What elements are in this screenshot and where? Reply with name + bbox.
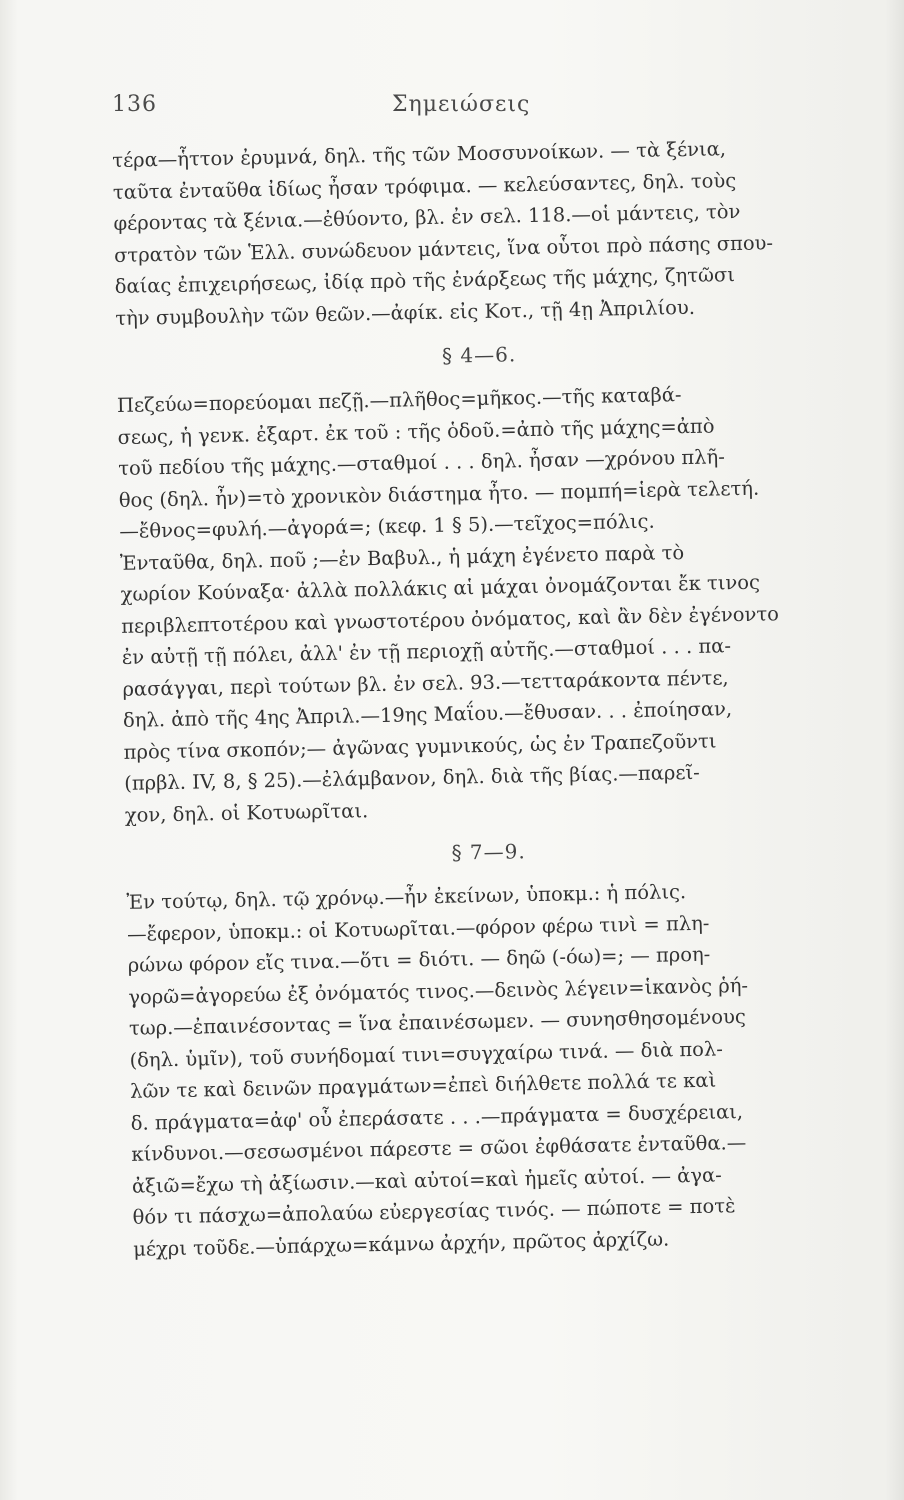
section-heading: § 4—6.: [441, 342, 517, 368]
text-line: θος (δηλ. ἦν)=τὸ χρονικὸν διάστημα ἦτο. — πομπή=ἱερὰ τελετή.: [118, 476, 760, 512]
paragraph-intro: [112, 131, 841, 334]
text-line: λῶν τε καὶ δεινῶν πραγμάτων=ἐπεὶ διήλθετε πολλά τε καὶ: [129, 1068, 717, 1103]
text-line: δ. πράγματα=ἀφ' οὗ ἐπεράσατε . . .—πράγματα = δυσχέρειαι,: [130, 1099, 744, 1135]
text-line: πρὸς τίνα σκοπόν;— ἀγῶνας γυμνικούς, ὡς ἐν Τραπεζοῦντι: [123, 729, 717, 764]
section-body: [126, 873, 859, 1265]
text-line: χον, δηλ. οἱ Κοτυωρῖται.: [124, 798, 369, 827]
text-line: ἐν αὐτῇ τῇ πόλει, ἀλλ' ἐν τῇ περιοχῇ αὐτῆς.—σταθμοί . . . πα-: [121, 634, 732, 669]
text-line: τοῦ πεδίου τῆς μάχης.—σταθμοί . . . δηλ. ἦσαν —χρόνου πλῆ-: [117, 445, 726, 480]
text-line: ταῦτα ἐνταῦθα ἰδίως ἦσαν τρόφιμα. — κελεύσαντες, δηλ. τοὺς: [112, 168, 737, 204]
text-line: (δηλ. ὑμῖν), τοῦ συνήδομαί τινι=συγχαίρω τινά. — διὰ πολ-: [129, 1036, 724, 1072]
text-line: γορῶ=ἀγορεύω ἐξ ὀνόματός τινος.—δεινὸς λέγειν=ἱκανὸς ῥή-: [128, 973, 749, 1009]
text-line: δαίας ἐπιχειρήσεως, ἰδίᾳ πρὸ τῆς ἐνάρξεως τῆς μάχης, ζητῶσι: [114, 263, 736, 298]
page-header: [112, 92, 844, 126]
text-line: ρασάγγαι, περὶ τούτων βλ. ἐν σελ. 93.—τετταράκοντα πέντε,: [122, 665, 729, 701]
text-line: φέροντας τὰ ξένια.—ἐθύοντο, βλ. ἐν σελ. 118.—οἱ μάντεις, τὸν: [113, 199, 741, 235]
page-edge-shadow: [886, 0, 904, 1500]
text-line: ρώνω φόρον εἴς τινα.—ὅτι = διότι. — δηῶ (-όω)=; — προη-: [127, 942, 711, 977]
text-line: —ἔφερον, ὑποκμ.: οἱ Κοτυωρῖται.—φόρον φέρω τινὶ = πλη-: [126, 911, 710, 946]
page-number: 136: [112, 92, 157, 117]
text-line: περιβλεπτοτέρου καὶ γνωστοτέρου ὀνόματος, καὶ ἂν δὲν ἐγένοντο: [121, 601, 780, 638]
text-line: μέχρι τοῦδε.—ὑπάρχω=κάμνω ἀρχήν, πρῶτος ἀρχίζω.: [132, 1227, 670, 1261]
running-title: Σημειώσεις: [392, 92, 531, 117]
text-line: κίνδυνοι.—σεσωσμένοι πάρεστε = σῶοι ἐφθάσατε ἐνταῦθα.—: [131, 1131, 747, 1166]
text-line: τὴν συμβουλὴν τῶν θεῶν.—ἀφίκ. εἰς Κοτ., τῇ 4ῃ Ἀπριλίου.: [115, 295, 696, 330]
text-line: χωρίον Κούναξα· ἀλλὰ πολλάκις αἱ μάχαι ὀνομάζονται ἔκ τινος: [120, 570, 761, 606]
text-line: (πρβλ. IV, 8, § 25).—ἐλάμβανον, δηλ. διὰ τῆς βίας.—παρεῖ-: [124, 760, 700, 795]
page-body: [112, 131, 859, 1265]
text-line: Πεζεύω=πορεύομαι πεζῇ.—πλῆθος=μῆκος.—τῆς καταβά-: [116, 383, 682, 417]
text-line: Ἐν τούτῳ, δηλ. τῷ χρόνῳ.—ἦν ἐκείνων, ὑποκμ.: ἡ πόλις.: [126, 880, 687, 914]
text-line: Ἐνταῦθα, δηλ. ποῦ ;—ἐν Βαβυλ., ἡ μάχη ἐγένετο παρὰ τὸ: [119, 540, 685, 575]
text-line: στρατὸν τῶν Ἑλλ. συνώδευον μάντεις, ἵνα οὗτοι πρὸ πάσης σπου-: [113, 230, 774, 267]
section-body: [117, 376, 851, 831]
text-line: τέρα—ἧττον ἐρυμνά, δηλ. τῆς τῶν Μοσσυνοίκων. — τὰ ξένια,: [112, 137, 727, 172]
text-line: ἀξιῶ=ἔχω τὴ ἀξίωσιν.—καὶ αὐτοί=καὶ ἡμεῖς αὐτοί. — ἀγα-: [131, 1162, 722, 1198]
text-line: δηλ. ἀπὸ τῆς 4ης Ἀπριλ.—19ης Μαΐου.—ἔθυσαν. . . ἐποίησαν,: [122, 697, 733, 732]
text-line: σεως, ἡ γενκ. ἐξαρτ. ἐκ τοῦ : τῆς ὁδοῦ.=ἀπὸ τῆς μάχης=ἀπὸ: [117, 413, 715, 449]
text-line: —ἔθνος=φυλή.—ἀγορά=; (κεφ. 1 § 5).—τεῖχος=πόλις.: [119, 509, 655, 543]
section-heading: § 7—9.: [451, 839, 526, 865]
text-line: θόν τι πάσχω=ἀπολαύω εὐεργεσίας τινός. — πώποτε = ποτὲ: [132, 1194, 736, 1229]
text-line: τωρ.—ἐπαινέσοντας = ἵνα ἐπαινέσωμεν. — συνησθησομένους: [128, 1004, 746, 1040]
